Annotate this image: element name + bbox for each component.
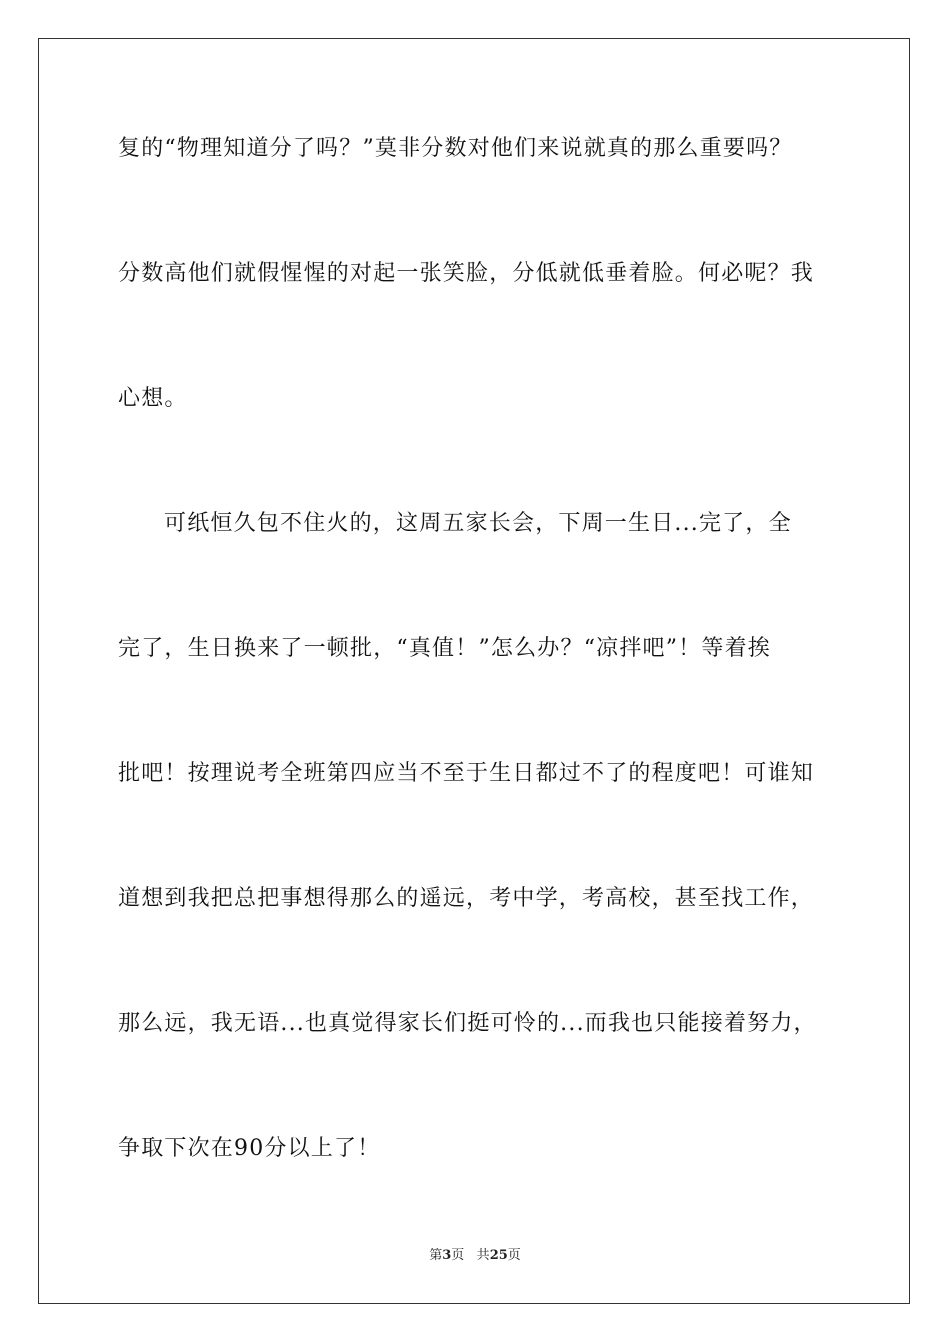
text-line-3: 心想。 xyxy=(118,386,188,411)
text-line-6: 批吧！按理说考全班第四应当不至于生日都过不了的程度吧！可谁知 xyxy=(118,761,815,786)
page-footer xyxy=(0,1247,950,1265)
page-number: 3 xyxy=(442,1248,452,1263)
total-prefix: 共 xyxy=(476,1248,490,1263)
text-line-5: 完了，生日换来了一顿批，“真值！”怎么办？“凉拌吧”！等着挨 xyxy=(118,636,771,661)
page-border xyxy=(38,38,910,1304)
total-suffix: 页 xyxy=(507,1248,521,1263)
text-line-8: 那么远，我无语...也真觉得家长们挺可怜的...而我也只能接着努力， xyxy=(118,1011,817,1036)
text-line-2: 分数高他们就假惺惺的对起一张笑脸，分低就低垂着脸。何必呢？我 xyxy=(118,261,815,286)
page-suffix: 页 xyxy=(451,1248,465,1263)
total-pages: 25 xyxy=(489,1248,508,1263)
text-line-1: 复的“物理知道分了吗？”莫非分数对他们来说就真的那么重要吗？ xyxy=(118,136,793,161)
text-line-9: 争取下次在90分以上了！ xyxy=(118,1136,381,1161)
text-line-4: 可纸恒久包不住火的，这周五家长会，下周一生日...完了，全 xyxy=(164,511,792,536)
page-prefix: 第 xyxy=(429,1248,443,1263)
text-line-7: 道想到我把总把事想得那么的遥远，考中学，考高校，甚至找工作， xyxy=(118,886,815,911)
